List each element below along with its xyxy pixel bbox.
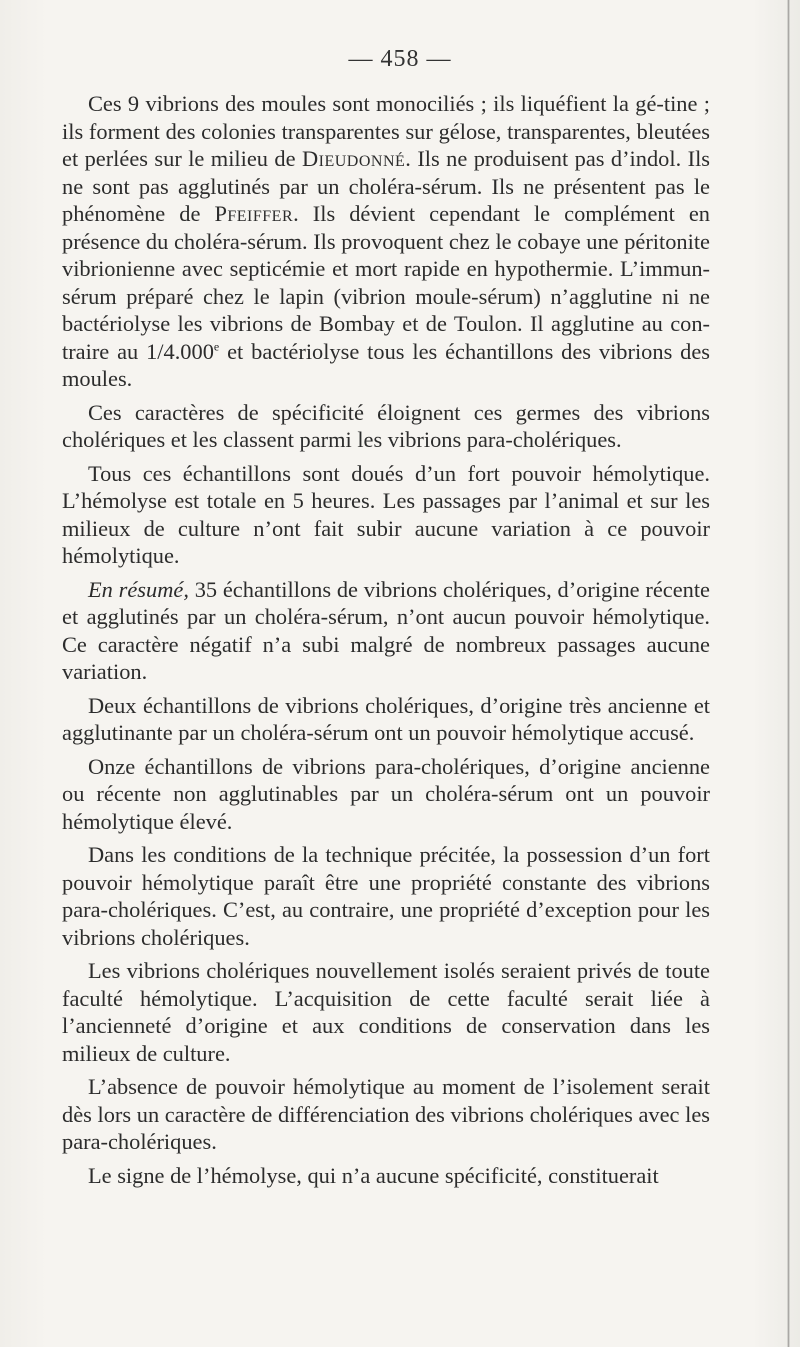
text-run: 35 échantillons de vibrions cholériques, d’origine récente et agglutinés par un choléra-sérum, n’ont aucun pouvoir hémolytique. Ce caractère négatif n’a subi malgré de nombreux passages aucune variation.	[62, 576, 710, 684]
paragraph-2	[62, 399, 710, 454]
text-run: et bactériolyse tous les échantillons des vibrions des moules.	[62, 338, 710, 391]
text-run: Le signe de l’hémolyse, qui n’a aucune spécificité, constituerait	[88, 1162, 659, 1188]
text-run: . Ils dévient cependant le complément en présence du choléra-sérum. Ils provoquent chez le cobaye une péritonite vibrionienne avec septicémie et mort rapide en hypothermie. L’immun-sérum préparé chez le lapin (vibrion moule-sérum) n’agglutine ni ne bactériolyse les vibrions de Bombay et de Toulon. Il agglutine au contraire au 1/4.000	[62, 201, 710, 364]
superscript: e	[213, 339, 220, 354]
paragraph-1	[62, 90, 710, 393]
paragraph-10	[62, 1162, 710, 1190]
paragraph-9	[62, 1073, 710, 1156]
text-run: . Ils ne produisent pas d’indol. Ils ne sont pas agglutinés par un choléra-sérum. Ils ne présentent pas le phénomène de	[62, 146, 710, 226]
text-run: Onze échantillons de vibrions para-cholériques, d’origine ancienne ou récente non agglutinables par un choléra-sérum ont un pouvoir hémolytique élevé.	[62, 753, 710, 834]
text-run: Dans les conditions de la technique précitée, la possession d’un fort pouvoir hémolytique paraît être une propriété constante des vibrions para-cholériques. C’est, au contraire, une propriété d’exception pour les vibrions cholériques.	[62, 842, 710, 950]
author-name: Pfeiffer	[214, 201, 294, 226]
text-run: Les vibrions cholériques nouvellement isolés seraient privés de toute faculté hémolytique. L’acquisition de cette faculté serait liée à l’ancienneté d’origine et aux conditions de conservation dans les milieux de culture.	[62, 958, 710, 1066]
paragraph-7	[62, 841, 710, 951]
text-run: Ces caractères de spécificité éloignent ces germes des vibrions cholériques et les classent parmi les vibrions para-cholériques.	[62, 399, 710, 452]
paragraph-5	[62, 692, 710, 747]
text-run: L’absence de pouvoir hémolytique au moment de l’isolement serait dès lors un caractère de différenciation des vibrions cholériques avec les para-cholériques.	[62, 1074, 710, 1154]
page-spine-shadow	[787, 0, 790, 1347]
paragraph-6	[62, 753, 710, 836]
text-run: Ces 9 vibrions des moules sont monociliés ; ils liquéfient la gé-tine ; ils forment des colonies transparentes sur gélose, transparentes, bleutées et perlées sur le milieu de	[62, 91, 710, 171]
page-number: — 458 —	[348, 46, 452, 72]
italic-phrase: En résumé,	[88, 576, 189, 602]
body-text	[62, 90, 710, 1195]
text-run: Deux échantillons de vibrions cholériques, d’origine très ancienne et agglutinante par un choléra-sérum ont un pouvoir hémolytique accusé.	[62, 692, 710, 745]
paragraph-3	[62, 460, 710, 570]
paragraph-8	[62, 957, 710, 1067]
author-name: Dieudonné	[301, 146, 406, 171]
paragraph-4	[62, 576, 710, 686]
text-run: Tous ces échantillons sont doués d’un fort pouvoir hémolytique. L’hémolyse est totale en 5 heures. Les passages par l’animal et sur les milieux de culture n’ont fait subir aucune variation à ce pouvoir hémolytique.	[62, 460, 710, 568]
